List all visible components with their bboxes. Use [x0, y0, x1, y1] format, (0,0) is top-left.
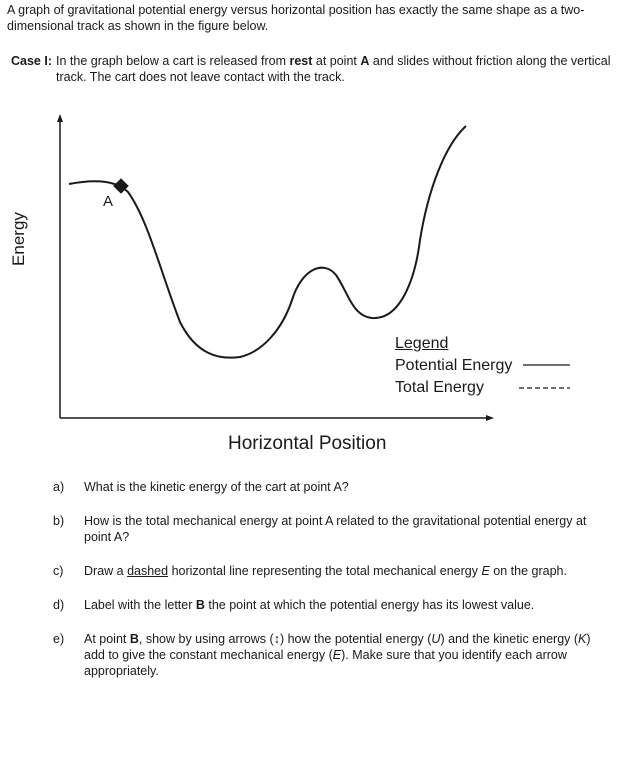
y-axis-label: Energy [9, 212, 28, 266]
x-axis-arrowhead [486, 415, 494, 421]
question-text: Draw a dashed horizontal line representing the total mechanical energy E on the graph. [84, 564, 567, 578]
question-text: How is the total mechanical energy at point A related to the gravitational potential energy at point A? [84, 514, 587, 544]
legend-potential: Potential Energy [395, 357, 513, 374]
question-text: Label with the letter B the point at which the potential energy has its lowest value. [84, 598, 535, 612]
question-number: b) [53, 514, 65, 528]
legend [395, 333, 512, 399]
question-number: d) [53, 598, 65, 612]
question-number: a) [53, 480, 65, 494]
legend-total: Total Energy [395, 379, 484, 396]
question-number: e) [53, 632, 65, 646]
up-down-arrow-icon: ↕ [273, 632, 280, 646]
question-number: c) [53, 564, 64, 578]
intro-paragraph: A graph of gravitational potential energy versus horizontal position has exactly the same shape as a two-dimensional track as shown in the figure below. [7, 3, 585, 33]
case-label: Case I: [11, 54, 52, 68]
question-text: At point B, show by using arrows (↕) how the potential energy (U) and the kinetic energy (K) add to give the constant mechanical energy (E). Make sure that you identify each arrow appropriately. [84, 632, 591, 678]
point-a-label: A [103, 193, 114, 210]
legend-title: Legend [395, 335, 449, 352]
y-axis-arrowhead [57, 114, 63, 122]
potential-energy-curve [69, 126, 466, 358]
case-text: In the graph below a cart is released from rest at point A and slides without friction along the vertical track. The cart does not leave contact with the track. [56, 54, 611, 84]
x-axis-label: Horizontal Position [228, 433, 387, 454]
question-text: What is the kinetic energy of the cart at point A? [84, 480, 349, 494]
energy-graph [0, 110, 639, 440]
